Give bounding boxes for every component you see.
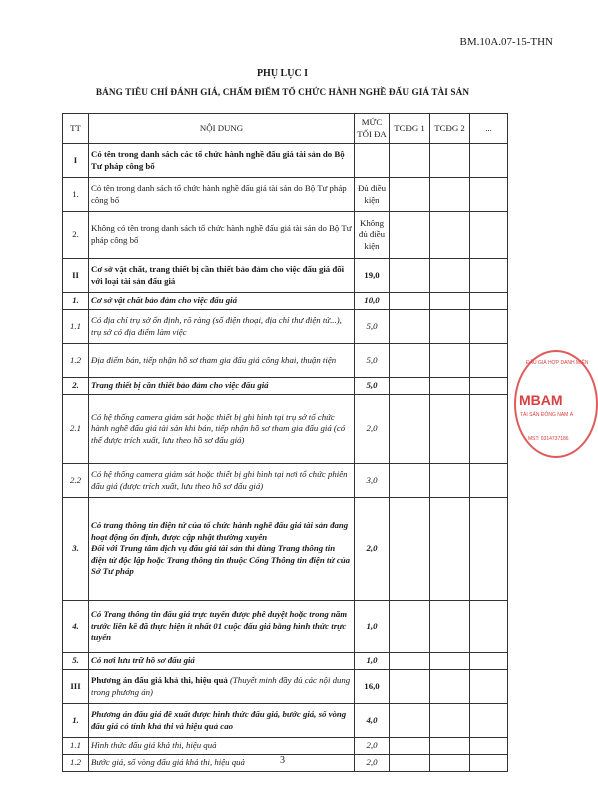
row-content-cell	[89, 212, 355, 259]
row-max-score: 3,0	[355, 464, 390, 498]
row-number: 3.	[63, 498, 89, 601]
row-content-cell	[89, 704, 355, 738]
row-tcdg1	[390, 178, 430, 212]
row-tcdg1	[390, 293, 430, 310]
row-content: Có hệ thống camera giám sát hoặc thiết bị ghi hình tại nơi tổ chức phiên đấu giá (được trích xuất, lưu theo hồ sơ đấu giá)	[91, 468, 348, 491]
row-tcdg2	[430, 344, 470, 378]
row-more	[470, 212, 508, 259]
row-max-score: Không đủ điều kiện	[355, 212, 390, 259]
criteria-row	[63, 653, 508, 670]
row-more	[470, 310, 508, 344]
row-tcdg2	[430, 259, 470, 293]
header-more: ...	[470, 114, 508, 144]
row-tcdg2	[430, 144, 470, 178]
row-number: 4.	[63, 601, 89, 653]
row-more	[470, 704, 508, 738]
row-content: Có trang thông tin điện tử của tổ chức hành nghề đấu giá tài sản đang hoạt động ổn định, được cập nhật thường xuyên	[91, 519, 349, 542]
row-content-cell	[89, 310, 355, 344]
row-more	[470, 738, 508, 755]
header-tt: TT	[63, 114, 89, 144]
row-tcdg1	[390, 144, 430, 178]
criteria-row	[63, 144, 508, 178]
row-tcdg2	[430, 670, 470, 704]
criteria-row	[63, 178, 508, 212]
row-content: Không có tên trong danh sách tổ chức hành nghề đấu giá tài sản do Bộ Tư pháp công bố	[91, 223, 352, 245]
row-number: 1.	[63, 293, 89, 310]
row-content-cell	[89, 259, 355, 293]
row-max-score: 16,0	[355, 670, 390, 704]
row-tcdg1	[390, 310, 430, 344]
row-tcdg2	[430, 498, 470, 601]
row-tcdg2	[430, 738, 470, 755]
row-max-score: 5,0	[355, 344, 390, 378]
row-max-score: 5,0	[355, 310, 390, 344]
row-content-cell	[89, 601, 355, 653]
row-max-score	[355, 144, 390, 178]
header-row	[63, 114, 508, 144]
row-number: 1.1	[63, 310, 89, 344]
row-max-score: 2,0	[355, 498, 390, 601]
row-content: Phương án đấu giá khả thi, hiệu quả	[91, 674, 228, 685]
appendix-title: PHỤ LỤC I	[256, 68, 309, 79]
row-content-cell	[89, 178, 355, 212]
row-content: Trang thiết bị cần thiết bảo đảm cho việc đấu giá	[91, 380, 269, 391]
header-max-score: MỨC TỐI ĐA	[355, 114, 390, 144]
row-number: 5.	[63, 653, 89, 670]
row-content: Địa điểm bán, tiếp nhận hồ sơ tham gia đấu giá công khai, thuận tiện	[91, 354, 337, 365]
row-max-score: 2,0	[355, 395, 390, 464]
row-content-cell	[89, 293, 355, 310]
row-more	[470, 653, 508, 670]
criteria-row	[63, 704, 508, 738]
row-tcdg1	[390, 395, 430, 464]
row-more	[470, 344, 508, 378]
row-content-cell	[89, 670, 355, 704]
row-max-score: 2,0	[355, 755, 390, 772]
row-content-cell	[89, 344, 355, 378]
row-more	[470, 259, 508, 293]
row-tcdg2	[430, 395, 470, 464]
row-content-cell	[89, 378, 355, 395]
row-max-score: 10,0	[355, 293, 390, 310]
criteria-row	[63, 293, 508, 310]
row-content-extra: Đối với Trung tâm dịch vụ đấu giá tài sản thì dùng Trang thông tin điện tử độc lập hoặc Trang thông tin thuộc Cổng Thông tin điện tử của Sở Tư pháp	[91, 543, 351, 577]
row-content: Cơ sở vật chất, trang thiết bị cần thiết bảo đảm cho việc đấu giá đối với loại tài sản đấu giá	[91, 263, 345, 286]
row-number: 2.	[63, 212, 89, 259]
row-content: Có tên trong danh sách các tổ chức hành nghề đấu giá tài sản do Bộ Tư pháp công bố	[91, 148, 345, 171]
row-tcdg2	[430, 293, 470, 310]
header-tcdg2: TCĐG 2	[430, 114, 470, 144]
row-more	[470, 293, 508, 310]
row-number: 1.2	[63, 344, 89, 378]
row-max-score: Đủ điều kiện	[355, 178, 390, 212]
row-number: 2.	[63, 378, 89, 395]
row-number: 2.1	[63, 395, 89, 464]
criteria-row	[63, 395, 508, 464]
row-content: Hình thức đấu giá khả thi, hiệu quả	[91, 740, 217, 751]
row-content-cell	[89, 653, 355, 670]
row-tcdg1	[390, 498, 430, 601]
criteria-row	[63, 344, 508, 378]
row-tcdg2	[430, 212, 470, 259]
row-tcdg1	[390, 670, 430, 704]
header-content: NỘI DUNG	[89, 114, 355, 144]
row-max-score: 1,0	[355, 653, 390, 670]
row-max-score: 4,0	[355, 704, 390, 738]
row-number: II	[63, 259, 89, 293]
row-more	[470, 378, 508, 395]
row-tcdg1	[390, 653, 430, 670]
row-number: 1.1	[63, 738, 89, 755]
row-content-note: (Thuyết minh đầy đủ các nội dung trong phương án)	[91, 674, 351, 697]
row-max-score: 5,0	[355, 378, 390, 395]
criteria-row	[63, 378, 508, 395]
criteria-row	[63, 464, 508, 498]
row-tcdg2	[430, 653, 470, 670]
row-tcdg1	[390, 704, 430, 738]
row-content: Bước giá, số vòng đấu giá khả thi, hiệu quả	[91, 757, 245, 768]
row-content: Phương án đấu giá đề xuất được hình thức đấu giá, bước giá, số vòng đấu giá có tính khả thi và hiệu quả cao	[91, 708, 347, 731]
row-content-cell	[89, 395, 355, 464]
row-content: Có Trang thông tin đấu giá trực tuyến được phê duyệt hoặc trong năm trước liền kề đã thực hiện ít nhất 01 cuộc đấu giá bằng hình thức trực tuyến	[91, 609, 348, 643]
row-content: Có địa chỉ trụ sở ổn định, rõ ràng (số điện thoại, địa chỉ thư điện tử...), trụ sở có địa điểm làm việc	[91, 314, 342, 337]
criteria-table	[62, 113, 508, 772]
row-number: 1.	[63, 178, 89, 212]
row-more	[470, 464, 508, 498]
row-content-cell	[89, 498, 355, 601]
row-tcdg2	[430, 464, 470, 498]
row-number: 2.2	[63, 464, 89, 498]
row-content-cell	[89, 738, 355, 755]
row-tcdg2	[430, 310, 470, 344]
row-tcdg1	[390, 738, 430, 755]
row-tcdg1	[390, 212, 430, 259]
row-more	[470, 498, 508, 601]
row-content: Có hệ thống camera giám sát hoặc thiết bị ghi hình tại trụ sở tổ chức hành nghề đấu giá tài sản khi bán, tiếp nhận hồ sơ tham gia đấu giá (có thể được trích xuất, lưu theo hồ sơ đấu giá)	[91, 411, 346, 445]
criteria-row	[63, 259, 508, 293]
row-more	[470, 601, 508, 653]
criteria-row	[63, 670, 508, 704]
row-max-score: 19,0	[355, 259, 390, 293]
row-number: 1.	[63, 704, 89, 738]
row-tcdg2	[430, 378, 470, 395]
row-content: Có nơi lưu trữ hồ sơ đấu giá	[91, 655, 195, 666]
row-number: I	[63, 144, 89, 178]
row-tcdg1	[390, 378, 430, 395]
row-number: 1.2	[63, 755, 89, 772]
row-tcdg1	[390, 344, 430, 378]
row-number: III	[63, 670, 89, 704]
row-more	[470, 144, 508, 178]
row-more	[470, 670, 508, 704]
company-stamp: ĐẤU GIÁ HỢP DANH MIỀN MBAM TÀI SẢN ĐÔNG NAM Á MST: 0314737186	[514, 350, 598, 458]
criteria-row	[63, 498, 508, 601]
criteria-row	[63, 212, 508, 259]
row-max-score: 2,0	[355, 738, 390, 755]
row-content-cell	[89, 144, 355, 178]
document-code: BM.10A.07-15-THN	[459, 36, 553, 48]
row-content-cell	[89, 464, 355, 498]
row-content: Có tên trong danh sách tổ chức hành nghề đấu giá tài sản do Bộ Tư pháp công bố	[91, 182, 347, 205]
criteria-row	[63, 310, 508, 344]
row-more	[470, 178, 508, 212]
row-tcdg1	[390, 259, 430, 293]
row-tcdg2	[430, 704, 470, 738]
header-tcdg1: TCĐG 1	[390, 114, 430, 144]
row-tcdg1	[390, 464, 430, 498]
criteria-row	[63, 601, 508, 653]
row-tcdg2	[430, 178, 470, 212]
row-content: Cơ sở vật chất bảo đảm cho việc đấu giá	[91, 295, 238, 306]
page-number: 3	[280, 755, 285, 766]
table-title: BẢNG TIÊU CHÍ ĐÁNH GIÁ, CHẤM ĐIỂM TỔ CHỨC HÀNH NGHỀ ĐẤU GIÁ TÀI SẢN	[95, 87, 470, 97]
row-tcdg1	[390, 601, 430, 653]
row-more	[470, 395, 508, 464]
criteria-row	[63, 738, 508, 755]
row-tcdg2	[430, 601, 470, 653]
row-max-score: 1,0	[355, 601, 390, 653]
